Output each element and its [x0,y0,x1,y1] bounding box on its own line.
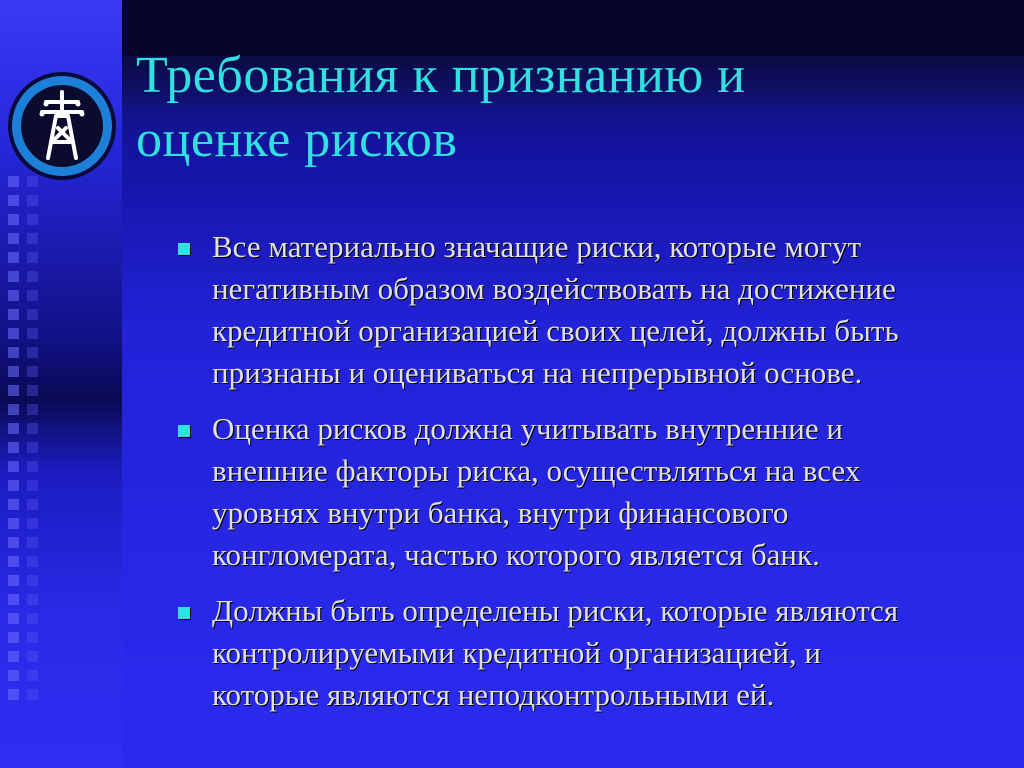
bullet-text-line: признаны и оцениваться на непрерывной основе. [212,355,863,390]
bullet-text-line: Все материально значащие риски, которые могут [212,229,862,264]
bullet-text-line: негативным образом воздействовать на достижение [212,271,896,306]
bullet-item [172,226,992,394]
bullet-list [172,226,992,730]
power-tower-logo-icon [6,70,118,182]
bullet-text-line: контролируемыми кредитной организацией, и [212,635,822,670]
bullet-text-line: Оценка рисков должна учитывать внутренние и [212,411,843,446]
bullet-square-icon [178,607,190,619]
bullet-text-line: которые являются неподконтрольными ей. [212,677,775,712]
slide-title-line: Требования к признанию и [136,47,746,104]
slide-title [136,44,996,172]
bullet-square-icon [178,243,190,255]
bullet-item [172,590,992,716]
bullet-text-line: Должны быть определены риски, которые являются [212,593,899,628]
bullet-text-line: конгломерата, частью которого является банк. [212,537,820,572]
bullet-text-line: внешние факторы риска, осуществляться на всех [212,453,861,488]
bullet-item [172,408,992,576]
decorative-squares-secondary [27,176,38,708]
bullet-text-line: уровнях внутри банка, внутри финансового [212,495,789,530]
slide-title-line: оценке рисков [136,111,458,168]
bullet-text-line: кредитной организацией своих целей, должны быть [212,313,899,348]
bullet-square-icon [178,425,190,437]
